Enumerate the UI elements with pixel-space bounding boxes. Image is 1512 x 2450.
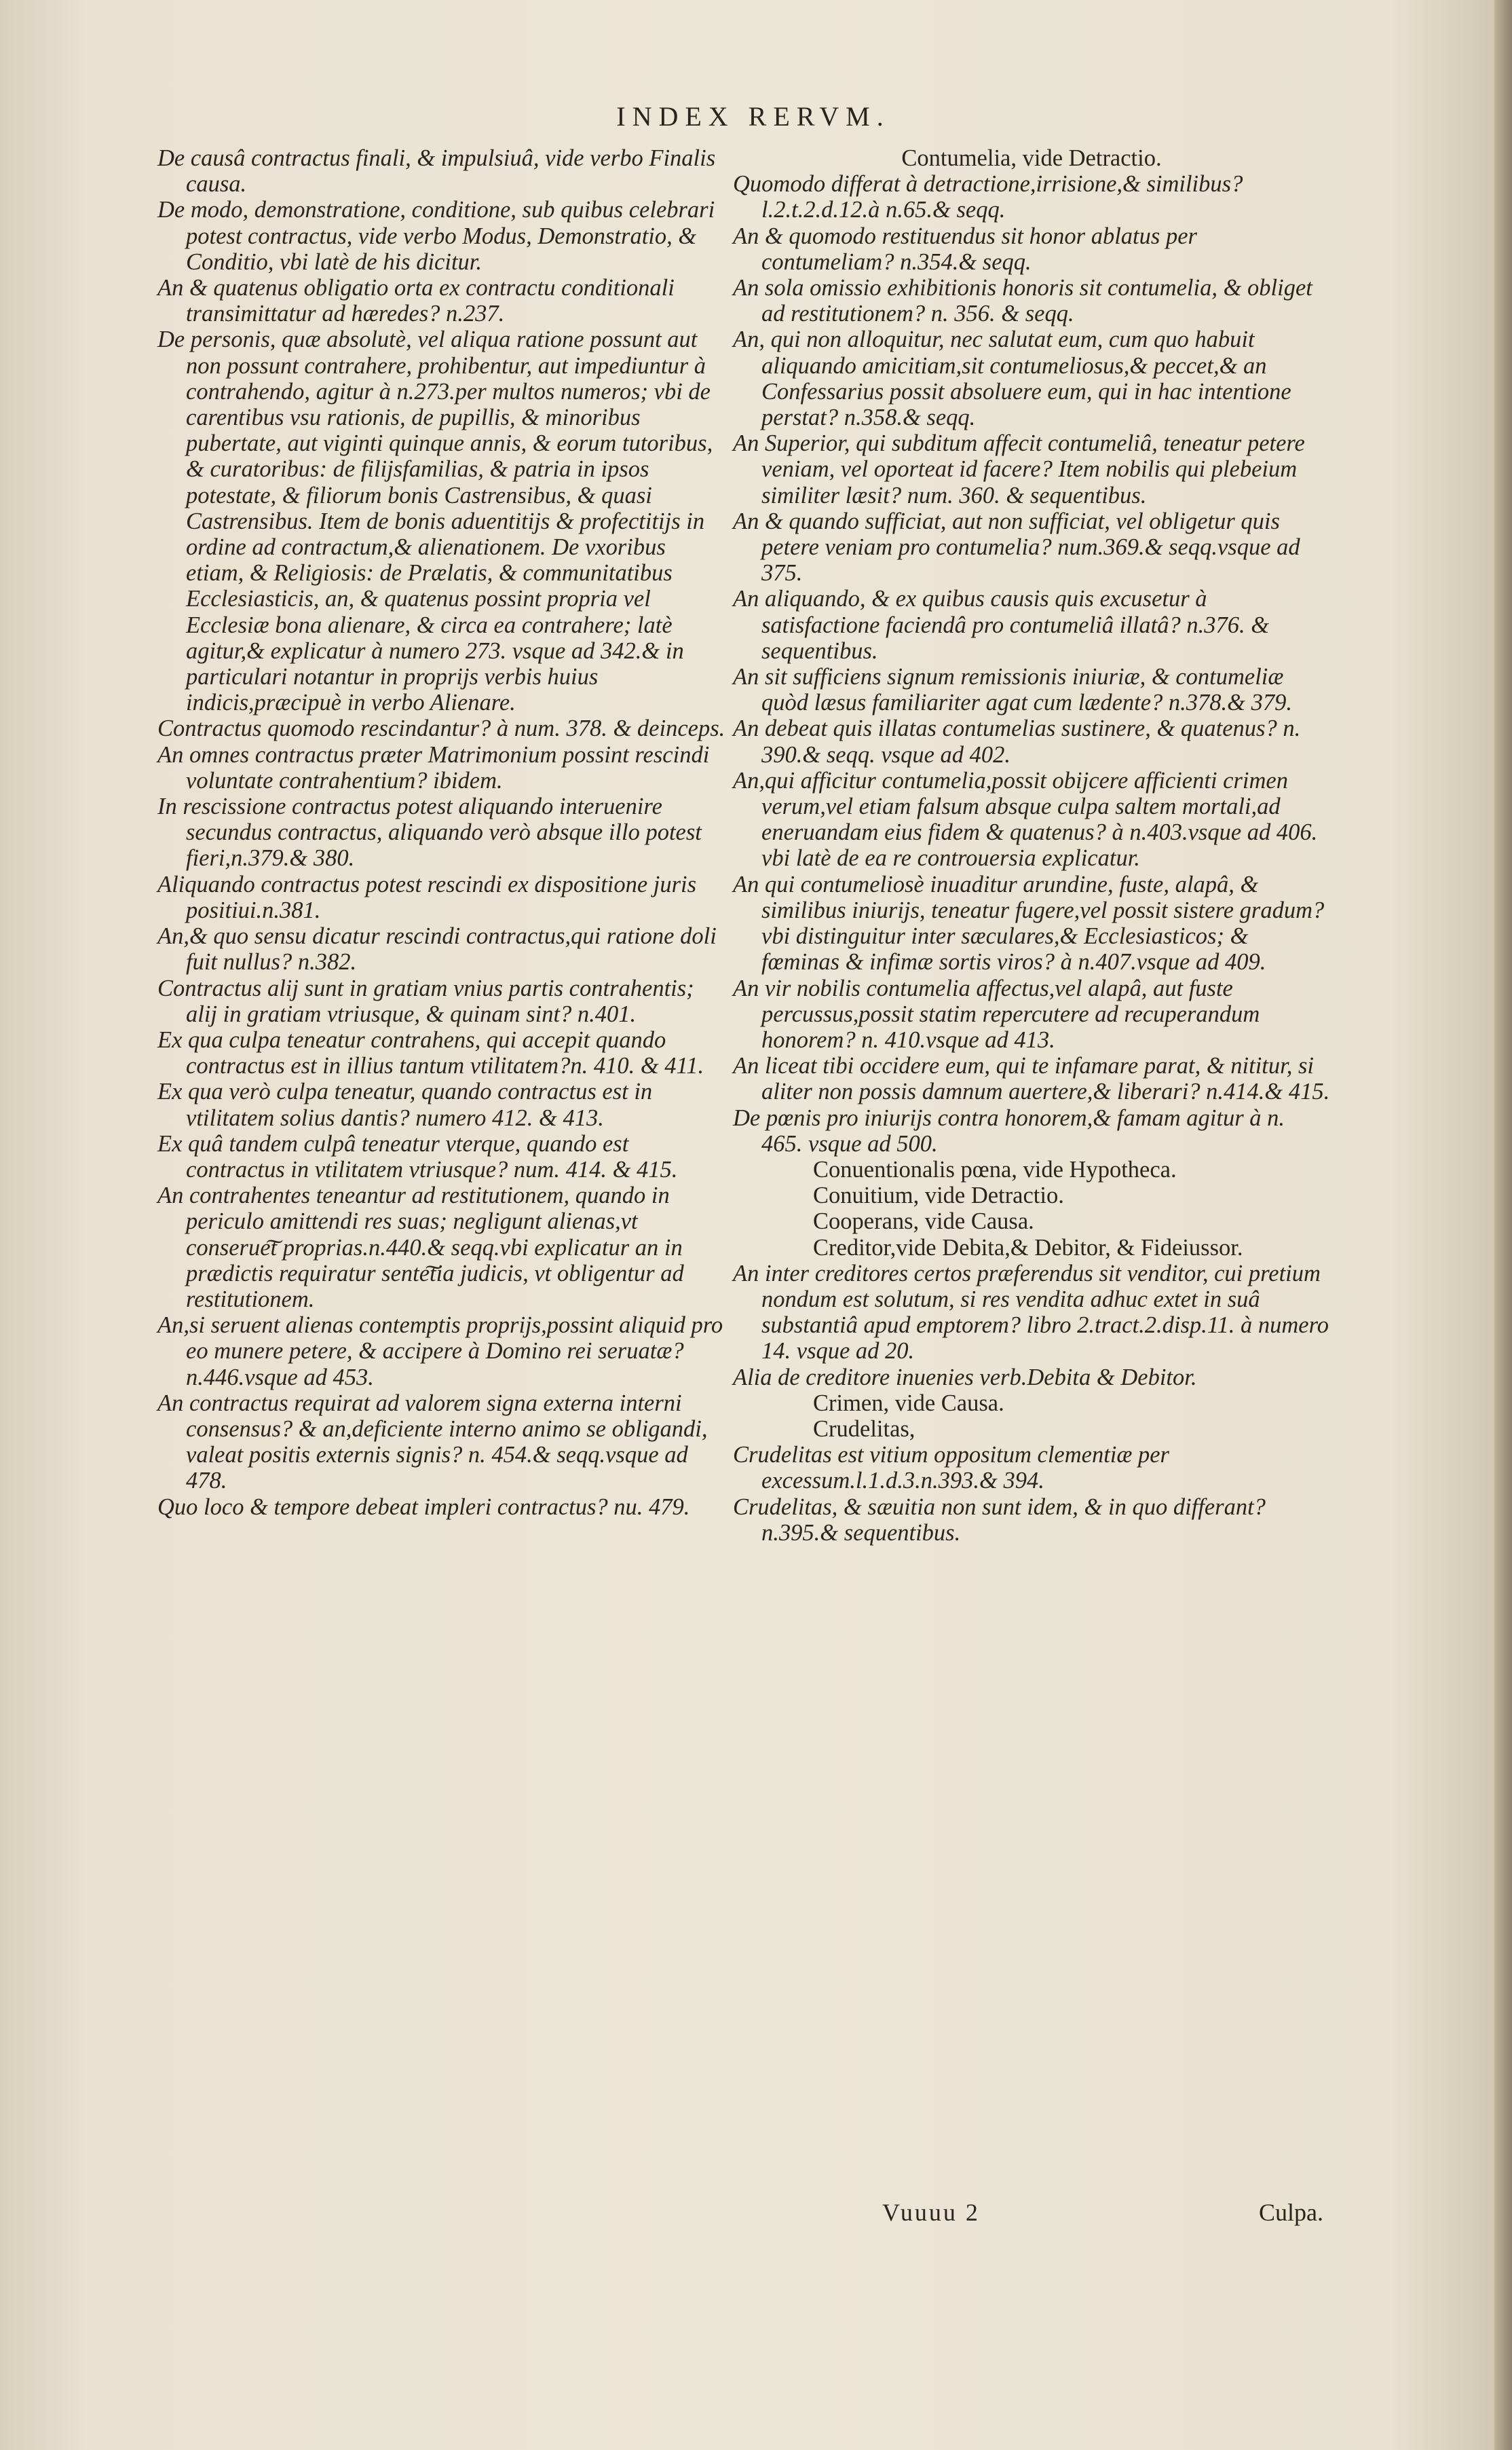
index-entry: De pœnis pro iniurijs contra honorem,& famam agitur à n. 465. vsque ad 500. (733, 1105, 1285, 1157)
index-entry: An aliquando, & ex quibus causis quis excusetur à satisfactione faciendâ pro contumeliâ illatâ? n.376. & sequentibus. (733, 586, 1270, 664)
index-entry: Ex quâ tandem culpâ teneatur vterque, quando est contractus in vtilitatem vtriusque? num. 414. & 415. (157, 1130, 678, 1183)
index-entry: An & quando sufficiat, aut non sufficiat, vel obligetur quis petere veniam pro contumelia? num.369.& seqq.vsque ad 375. (733, 508, 1300, 587)
index-entry: Aliquando contractus potest rescindi ex dispositione juris positiui.n.381. (157, 871, 697, 923)
index-entry: De personis, quæ absolutè, vel aliqua ratione possunt aut non possunt contrahere, prohibentur, aut impediuntur à contrahendo, agitur à n.273.per multos numeros; vbi de carentibus vsu rationis, de pupillis, & minoribus pubertate, aut viginti quinque annis, & eorum tutoribus, & curatoribus: de filijsfamilias, & patria in ipsos potestate, & filiorum bonis Castrensibus, & quasi Castrensibus. Item de bonis aduentitijs & profectitijs in ordine ad contractum,& alienationem. De vxoribus etiam, & Religiosis: de Prælatis, & communitatibus Ecclesiasticis, an, & quatenus possint propria vel Ecclesiæ bona alienare, & circa ea contrahere; latè agitur,& explicatur à numero 273. vsque ad 342.& in particulari notantur in proprijs verbis huius indicis,præcipuè in verbo Alienare. (157, 327, 713, 716)
index-entry: Crudelitas est vitium oppositum clementiæ per excessum.l.1.d.3.n.393.& 394. (733, 1442, 1169, 1494)
index-entry: An sola omissio exhibitionis honoris sit contumelia, & obliget ad restitutionem? n. 356. & seqq. (733, 275, 1312, 327)
index-entry: De causâ contractus finali, & impulsiuâ, vide verbo Finalis causa. (157, 145, 716, 198)
left-column (157, 145, 727, 1520)
index-heading: Contumelia, vide Detractio. (901, 145, 1162, 171)
right-column (733, 145, 1330, 1546)
index-entry: Ex qua verò culpa teneatur, quando contractus est in vtilitatem solius dantis? numero 412. & 413. (157, 1079, 653, 1131)
index-entry: An contractus requirat ad valorem signa externa interni consensus? & an,deficiente interno animo se obligandi, valeat positis externis signis? n. 454.& seqq.vsque ad 478. (157, 1390, 708, 1494)
index-entry: Quomodo differat à detractione,irrisione,& similibus? l.2.t.2.d.12.à n.65.& seqq. (733, 171, 1243, 223)
index-heading: Crimen, vide Causa. (813, 1390, 1004, 1416)
index-entry: In rescissione contractus potest aliquando interuenire secundus contractus, aliquando verò absque illo potest fieri,n.379.& 380. (157, 794, 702, 872)
index-heading: Conuentionalis pœna, vide Hypotheca. (813, 1156, 1177, 1183)
index-heading: Cooperans, vide Causa. (813, 1208, 1034, 1235)
index-entry: An debeat quis illatas contumelias sustinere, & quatenus? n. 390.& seqq. vsque ad 402. (733, 716, 1301, 768)
index-entry: Alia de creditore inuenies verb.Debita & Debitor. (733, 1364, 1197, 1390)
index-entry: Ex qua culpa teneatur contrahens, qui accepit quando contractus est in illius tantum vtilitatem?n. 410. & 411. (157, 1026, 704, 1079)
running-header: INDEX RERVM. (616, 101, 890, 132)
index-heading: Crudelitas, (813, 1415, 915, 1442)
index-entry: An omnes contractus præter Matrimonium possint rescindi voluntate contrahentium? ibidem. (157, 741, 710, 794)
index-entry: Contractus alij sunt in gratiam vnius partis contrahentis; alij in gratiam vtriusque, & quinam sint? n.401. (157, 975, 694, 1027)
index-heading: Creditor,vide Debita,& Debitor, & Fideiussor. (813, 1234, 1243, 1261)
index-entry: An, qui non alloquitur, nec salutat eum, cum quo habuit aliquando amicitiam,sit contumeliosus,& peccet,& an Confessarius possit absoluere eum, qui in hac intentione perstat? n.358.& seqq. (733, 327, 1291, 431)
index-entry: An sit sufficiens signum remissionis iniuriæ, & contumeliæ quòd læsus familiariter agat cum lædente? n.378.& 379. (733, 664, 1292, 716)
index-entry: An,si seruent alienas contemptis proprijs,possint aliquid pro eo munere petere, & accipere à Domino rei seruatæ? n.446.vsque ad 453. (157, 1312, 723, 1390)
index-entry: An vir nobilis contumelia affectus,vel alapâ, aut fuste percussus,possit statim repercutere ad recuperandum honorem? n. 410.vsque ad 413. (733, 975, 1260, 1053)
index-entry: An Superior, qui subditum affecit contumeliâ, teneatur petere veniam, vel oporteat id facere? Item nobilis qui plebeium similiter læsit? num. 360. & sequentibus. (733, 430, 1305, 508)
page-edge-shadow (1494, 0, 1512, 2450)
index-entry: Crudelitas, & sæuitia non sunt idem, & in quo differant? n.395.& sequentibus. (733, 1493, 1266, 1546)
index-entry: Quo loco & tempore debeat impleri contractus? nu. 479. (157, 1493, 690, 1520)
index-entry: An,qui afficitur contumelia,possit obijcere afficienti crimen verum,vel etiam falsum absque culpa saltem mortali,ad eneruandam eius fidem & quatenus? à n.403.vsque ad 406. vbi latè de ea re controuersia explicatur. (733, 767, 1318, 872)
signature-mark: Vuuuu 2 (882, 2199, 980, 2226)
index-heading: Conuitium, vide Detractio. (813, 1183, 1064, 1209)
index-entry: De modo, demonstratione, conditione, sub quibus celebrari potest contractus, vide verbo Modus, Demonstratio, & Conditio, vbi latè de his dicitur. (157, 197, 715, 275)
page-footer (733, 2198, 1330, 2225)
catchword: Culpa. (1259, 2199, 1323, 2226)
index-entry: An contrahentes teneantur ad restitutionem, quando in periculo amittendi res suas; negligunt alienas,vt conserue͠t proprias.n.440.& seqq.vbi explicatur an in prædictis requiratur sente͠tia judicis, vt obligentur ad restitutionem. (157, 1183, 684, 1312)
index-entry: An & quomodo restituendus sit honor ablatus per contumeliam? n.354.& seqq. (733, 223, 1197, 275)
index-entry: An & quatenus obligatio orta ex contractu conditionali transimittatur ad hæredes? n.237. (157, 275, 675, 327)
index-entry: An qui contumeliosè inuaditur arundine, fuste, alapâ, & similibus iniurijs, teneatur fugere,vel possit sistere gradum? vbi distinguitur inter sæculares,& Ecclesiasticos; & fœminas & infimæ sortis viros? à n.407.vsque ad 409. (733, 871, 1325, 976)
index-entry: Contractus quomodo rescindantur? à num. 378. & deinceps. (157, 716, 725, 742)
index-entry: An,& quo sensu dicatur rescindi contractus,qui ratione doli fuit nullus? n.382. (157, 923, 717, 976)
index-entry: An liceat tibi occidere eum, qui te infamare parat, & nititur, si aliter non possis damnum auertere,& liberari? n.414.& 415. (733, 1053, 1330, 1105)
index-entry: An inter creditores certos præferendus sit venditor, cui pretium nondum est solutum, si res vendita adhuc extet in suâ substantiâ apud emptorem? libro 2.tract.2.disp.11. à numero 14. vsque ad 20. (733, 1260, 1329, 1365)
